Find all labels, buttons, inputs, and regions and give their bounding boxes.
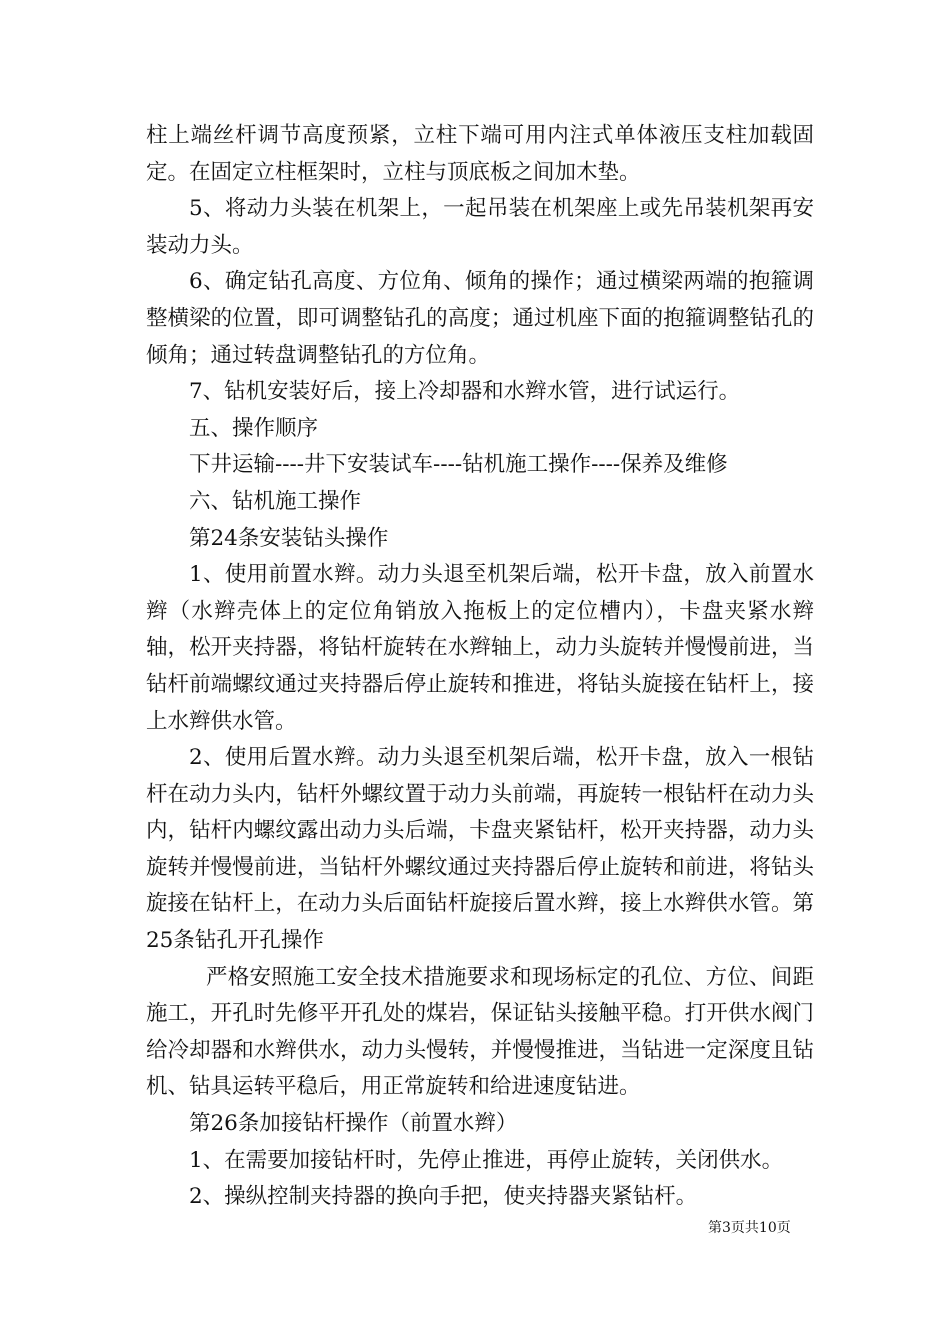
section-heading-6: 六、钻机施工操作 bbox=[189, 488, 362, 514]
document-body bbox=[146, 118, 814, 1216]
paragraph-step-5: 5、将动力头装在机架上，一起吊装在机架座上或先吊装机架再安装动力头。 bbox=[146, 196, 814, 258]
paragraph-step-7: 7、钻机安装好后，接上冷却器和水辫水管，进行试运行。 bbox=[189, 379, 741, 405]
paragraph-continuation: 柱上端丝杆调节高度预紧，立柱下端可用内注式单体液压支柱加载固定。在固定立柱框架时，立柱与顶底板之间加木垫。 bbox=[146, 123, 814, 185]
article-26-heading: 第26条加接钻杆操作（前置水辫） bbox=[189, 1111, 518, 1137]
paragraph-step-6: 6、确定钻孔高度、方位角、倾角的操作；通过横梁两端的抱箍调整横梁的位置，即可调整钻孔的高度；通过机座下面的抱箍调整钻孔的倾角；通过转盘调整钻孔的方位角。 bbox=[146, 269, 814, 368]
paragraph-add-rod-step-1: 1、在需要加接钻杆时，先停止推进，再停止旋转，关闭供水。 bbox=[189, 1147, 784, 1173]
operation-sequence: 下井运输----井下安装试车----钻机施工操作----保养及维修 bbox=[189, 452, 728, 478]
paragraph-hole-opening: 严格安照施工安全技术措施要求和现场标定的孔位、方位、间距施工，开孔时先修平开孔处的煤岩，保证钻头接触平稳。打开供水阀门给冷却器和水辫供水，动力头慢转，并慢慢推进，当钻进一定深度且钻机、钻具运转平稳后，用正常旋转和给进速度钻进。 bbox=[146, 964, 814, 1100]
paragraph-add-rod-step-2: 2、操纵控制夹持器的换向手把，使夹持器夹紧钻杆。 bbox=[189, 1184, 698, 1210]
paragraph-front-swivel: 1、使用前置水辫。动力头退至机架后端，松开卡盘，放入前置水辫（水辫壳体上的定位角销放入拖板上的定位槽内），卡盘夹紧水辫轴，松开夹持器，将钻杆旋转在水辫轴上，动力头旋转并慢慢前进，当钻杆前端螺纹通过夹持器后停止旋转和推进，将钻头旋接在钻杆上，接上水辫供水管。 bbox=[146, 562, 814, 734]
page-number-footer: 第3页共10页 bbox=[708, 1220, 791, 1236]
article-24-heading: 第24条安装钻头操作 bbox=[189, 525, 389, 551]
paragraph-rear-swivel: 2、使用后置水辫。动力头退至机架后端，松开卡盘，放入一根钻杆在动力头内，钻杆外螺纹置于动力头前端，再旋转一根钻杆在动力头内，钻杆内螺纹露出动力头后端，卡盘夹紧钻杆，松开夹持器，动力头旋转并慢慢前进，当钻杆外螺纹通过夹持器后停止旋转和前进，将钻头旋接在钻杆上，在动力头后面钻杆旋接后置水辫，接上水辫供水管。第25条钻孔开孔操作 bbox=[146, 745, 814, 954]
section-heading-5: 五、操作顺序 bbox=[189, 415, 319, 441]
